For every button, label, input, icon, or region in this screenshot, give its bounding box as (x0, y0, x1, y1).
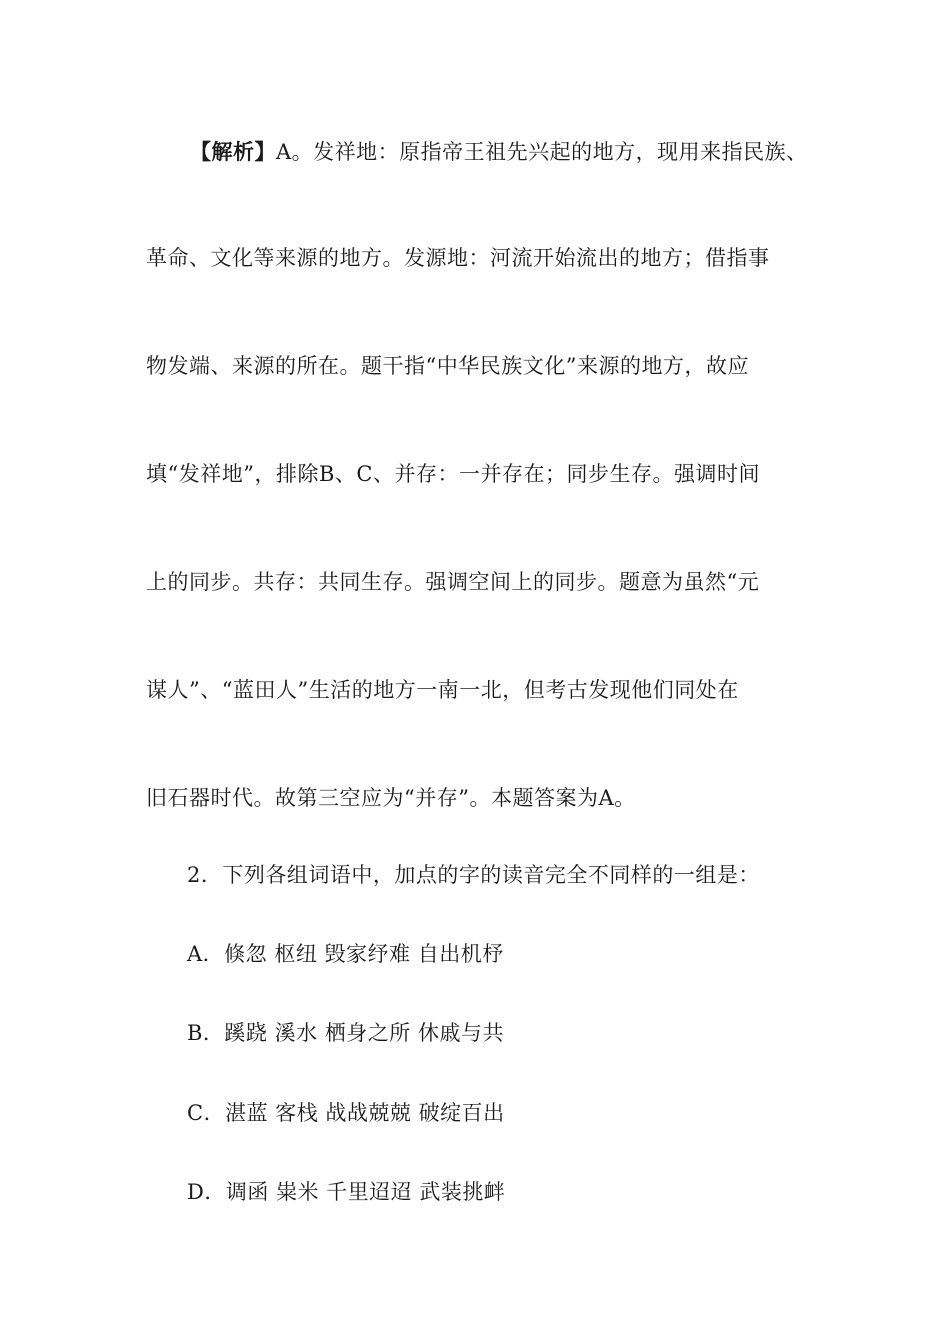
analysis-line-3: 物发端、来源的所在。题干指“中华民族文化”来源的地方，故应 (146, 354, 749, 378)
analysis-line-2: 革命、文化等来源的地方。发源地：河流开始流出的地方；借指事 (146, 246, 770, 270)
analysis-line-1 (190, 138, 808, 166)
option-d: D．调函 粜米 千里迢迢 武装挑衅 (187, 1180, 506, 1204)
analysis-line-6: 谋人”、“蓝田人”生活的地方一南一北，但考古发现他们同处在 (146, 678, 739, 702)
option-b: B．蹊跷 溪水 栖身之所 休戚与共 (187, 1021, 504, 1045)
analysis-line-5: 上的同步。共存：共同生存。强调空间上的同步。题意为虽然“元 (146, 570, 760, 594)
option-a: A．倏忽 枢纽 毁家纾难 自出机杼 (187, 942, 504, 966)
question-text: 2．下列各组词语中，加点的字的读音完全不同样的一组是： (187, 863, 760, 887)
analysis-line-7: 旧石器时代。故第三空应为“并存”。本题答案为A。 (146, 786, 636, 810)
analysis-text: A。发祥地：原指帝王祖先兴起的地方，现用来指民族、 (276, 140, 808, 164)
analysis-line-4: 填“发祥地”，排除B、C、并存：一并存在；同步生存。强调时间 (146, 462, 760, 486)
analysis-label: 【解析】 (190, 139, 276, 164)
option-c: C．湛蓝 客栈 战战兢兢 破绽百出 (187, 1101, 505, 1125)
